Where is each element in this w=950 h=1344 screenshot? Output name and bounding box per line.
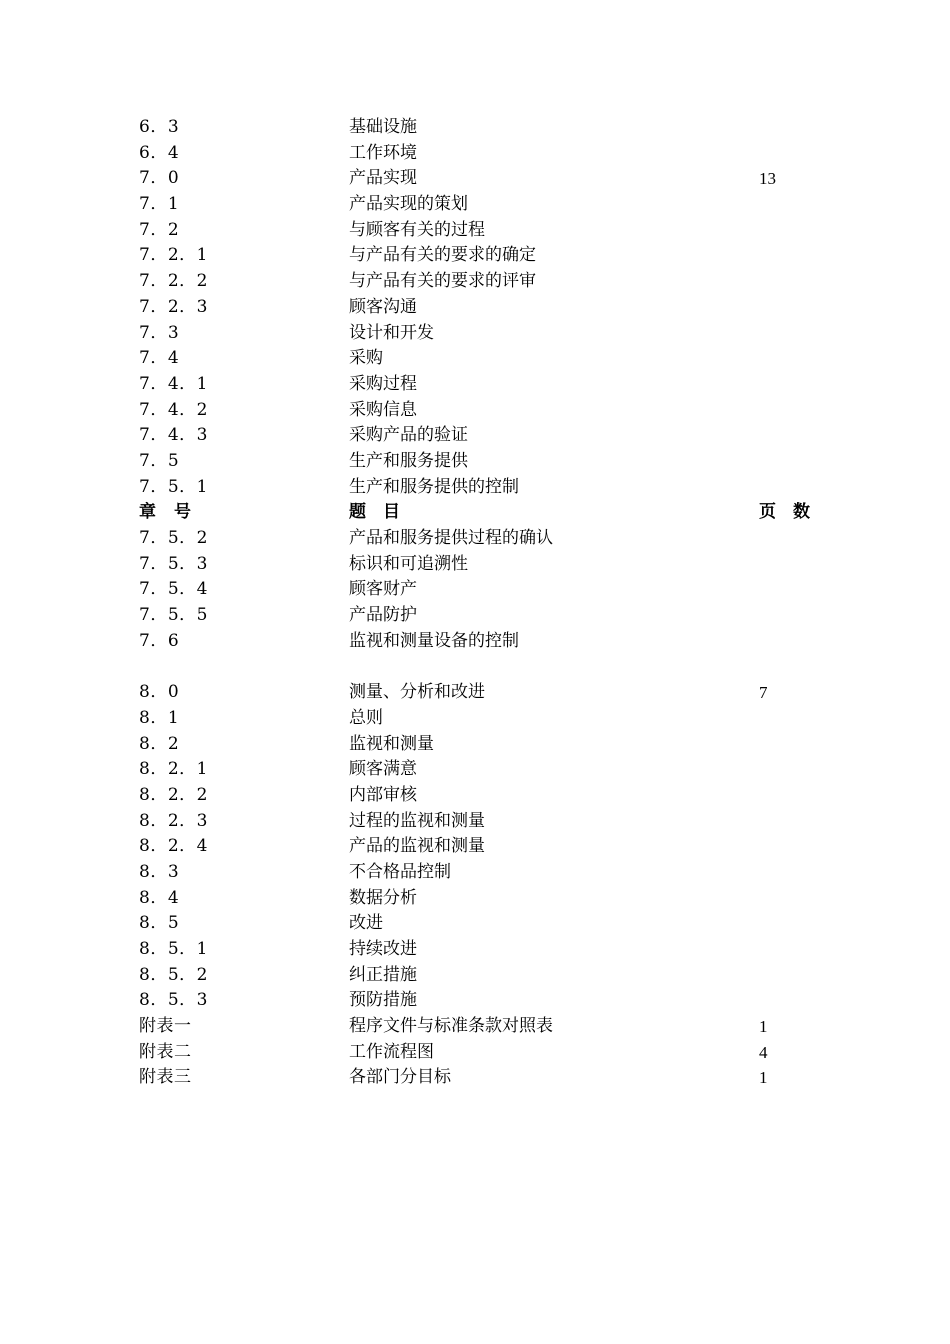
header-chapter-number: 章 号 xyxy=(139,502,192,523)
toc-row xyxy=(139,886,839,912)
toc-row xyxy=(139,603,839,629)
toc-chapter-number: 7．5．2 xyxy=(139,528,208,548)
toc-row xyxy=(139,937,839,963)
toc-title: 采购产品的验证 xyxy=(349,425,468,446)
toc-chapter-number: 附表三 xyxy=(139,1067,192,1088)
toc-chapter-number: 7．4 xyxy=(139,348,180,369)
toc-row xyxy=(139,449,839,475)
toc-chapter-number: 7．4．1 xyxy=(139,373,208,394)
toc-page-count: 4 xyxy=(759,1042,768,1062)
toc-chapter-number: 7．6 xyxy=(139,630,180,651)
toc-title: 工作流程图 xyxy=(349,1041,434,1062)
toc-row xyxy=(139,526,839,552)
toc-row xyxy=(139,577,839,603)
toc-chapter-number: 8．2 xyxy=(139,733,180,754)
toc-row xyxy=(139,732,839,758)
toc-title: 不合格品控制 xyxy=(349,861,451,882)
blank-spacer-row xyxy=(139,654,839,680)
toc-chapter-number: 7．2．1 xyxy=(139,245,208,266)
toc-row xyxy=(139,218,839,244)
toc-title: 数据分析 xyxy=(349,887,417,908)
toc-page-count: 7 xyxy=(759,683,768,703)
toc-chapter-number: 附表二 xyxy=(139,1041,192,1062)
toc-chapter-number: 8．5 xyxy=(139,913,180,934)
toc-row xyxy=(139,834,839,860)
toc-title: 监视和测量设备的控制 xyxy=(349,630,519,651)
toc-title: 测量、分析和改进 xyxy=(349,682,485,703)
toc-row xyxy=(139,552,839,578)
toc-row xyxy=(139,398,839,424)
toc-row xyxy=(139,860,839,886)
toc-title: 产品防护 xyxy=(349,605,417,626)
header-page-count: 页 数 xyxy=(759,502,810,523)
toc-title: 与产品有关的要求的确定 xyxy=(349,245,536,266)
toc-row xyxy=(139,475,839,501)
toc-chapter-number: 8．2．4 xyxy=(139,836,208,857)
toc-row xyxy=(139,809,839,835)
toc-title: 内部审核 xyxy=(349,784,417,805)
toc-chapter-number: 7．5．5 xyxy=(139,605,208,626)
toc-title: 顾客财产 xyxy=(349,579,417,600)
toc-title: 持续改进 xyxy=(349,939,417,959)
toc-row xyxy=(139,295,839,321)
toc-title: 采购信息 xyxy=(349,399,417,420)
toc-title: 产品和服务提供过程的确认 xyxy=(349,528,553,548)
toc-chapter-number: 8．5．1 xyxy=(139,939,208,959)
toc-chapter-number: 7．5 xyxy=(139,450,180,471)
toc-chapter-number: 7．4．3 xyxy=(139,425,208,446)
toc-chapter-number: 8．2．3 xyxy=(139,810,208,831)
toc-row xyxy=(139,757,839,783)
toc-chapter-number: 6．4 xyxy=(139,142,180,163)
toc-chapter-number: 8．2．2 xyxy=(139,784,208,805)
toc-title: 采购过程 xyxy=(349,373,417,394)
toc-group-chapter-8-appendix xyxy=(139,680,839,1091)
toc-row xyxy=(139,988,839,1014)
toc-row xyxy=(139,346,839,372)
toc-chapter-number: 7．0 xyxy=(139,168,180,189)
toc-chapter-number: 7．2．2 xyxy=(139,271,208,292)
toc-title: 过程的监视和测量 xyxy=(349,810,485,831)
toc-title: 产品的监视和测量 xyxy=(349,836,485,857)
toc-row xyxy=(139,1040,839,1066)
toc-row xyxy=(139,963,839,989)
toc-chapter-number: 8．5．2 xyxy=(139,964,208,985)
toc-row xyxy=(139,166,839,192)
toc-row xyxy=(139,141,839,167)
toc-title: 与顾客有关的过程 xyxy=(349,219,485,240)
toc-page-count: 13 xyxy=(759,169,776,189)
toc-chapter-number: 8．0 xyxy=(139,682,180,703)
toc-chapter-number: 8．1 xyxy=(139,707,180,728)
toc-row xyxy=(139,321,839,347)
toc-chapter-number: 7．5．1 xyxy=(139,476,208,497)
toc-chapter-number: 6．3 xyxy=(139,117,180,137)
toc-row xyxy=(139,115,839,141)
toc-title: 改进 xyxy=(349,913,383,934)
toc-title: 监视和测量 xyxy=(349,733,434,754)
toc-chapter-number: 7．4．2 xyxy=(139,399,208,420)
toc-chapter-number: 8．4 xyxy=(139,887,180,908)
toc-row xyxy=(139,243,839,269)
toc-group-chapter-6-7 xyxy=(139,115,839,500)
toc-title: 产品实现的策划 xyxy=(349,194,468,215)
toc-chapter-number: 7．2．3 xyxy=(139,296,208,317)
toc-chapter-number: 7．3 xyxy=(139,322,180,343)
toc-row xyxy=(139,680,839,706)
toc-chapter-number: 附表一 xyxy=(139,1016,192,1037)
toc-title: 生产和服务提供 xyxy=(349,450,468,471)
toc-row xyxy=(139,269,839,295)
toc-row xyxy=(139,372,839,398)
toc-row xyxy=(139,911,839,937)
toc-title: 设计和开发 xyxy=(349,322,434,343)
toc-title: 标识和可追溯性 xyxy=(349,553,468,574)
toc-title: 产品实现 xyxy=(349,168,417,189)
toc-title: 工作环境 xyxy=(349,142,417,163)
toc-title: 预防措施 xyxy=(349,990,417,1011)
toc-group-chapter-7-continued xyxy=(139,526,839,654)
toc-chapter-number: 7．1 xyxy=(139,194,180,215)
table-of-contents xyxy=(139,115,839,1091)
toc-chapter-number: 8．5．3 xyxy=(139,990,208,1011)
toc-row xyxy=(139,1065,839,1091)
toc-row xyxy=(139,1014,839,1040)
toc-title: 各部门分目标 xyxy=(349,1067,451,1088)
toc-header-row xyxy=(139,500,839,526)
toc-row xyxy=(139,629,839,655)
toc-page-count: 1 xyxy=(759,1068,768,1088)
toc-title: 纠正措施 xyxy=(349,964,417,985)
toc-chapter-number: 7．5．4 xyxy=(139,579,208,600)
toc-row xyxy=(139,783,839,809)
toc-title: 顾客沟通 xyxy=(349,296,417,317)
toc-title: 程序文件与标准条款对照表 xyxy=(349,1016,553,1037)
toc-title: 与产品有关的要求的评审 xyxy=(349,271,536,292)
toc-title: 顾客满意 xyxy=(349,759,417,780)
toc-chapter-number: 8．2．1 xyxy=(139,759,208,780)
toc-row xyxy=(139,423,839,449)
toc-chapter-number: 7．2 xyxy=(139,219,180,240)
toc-chapter-number: 8．3 xyxy=(139,861,180,882)
toc-row xyxy=(139,706,839,732)
toc-row xyxy=(139,192,839,218)
toc-title: 生产和服务提供的控制 xyxy=(349,476,519,497)
toc-chapter-number: 7．5．3 xyxy=(139,553,208,574)
toc-page-count: 1 xyxy=(759,1017,768,1037)
toc-title: 采购 xyxy=(349,348,383,369)
header-title: 题 目 xyxy=(349,502,400,523)
toc-title: 基础设施 xyxy=(349,117,417,137)
toc-title: 总则 xyxy=(349,707,383,728)
